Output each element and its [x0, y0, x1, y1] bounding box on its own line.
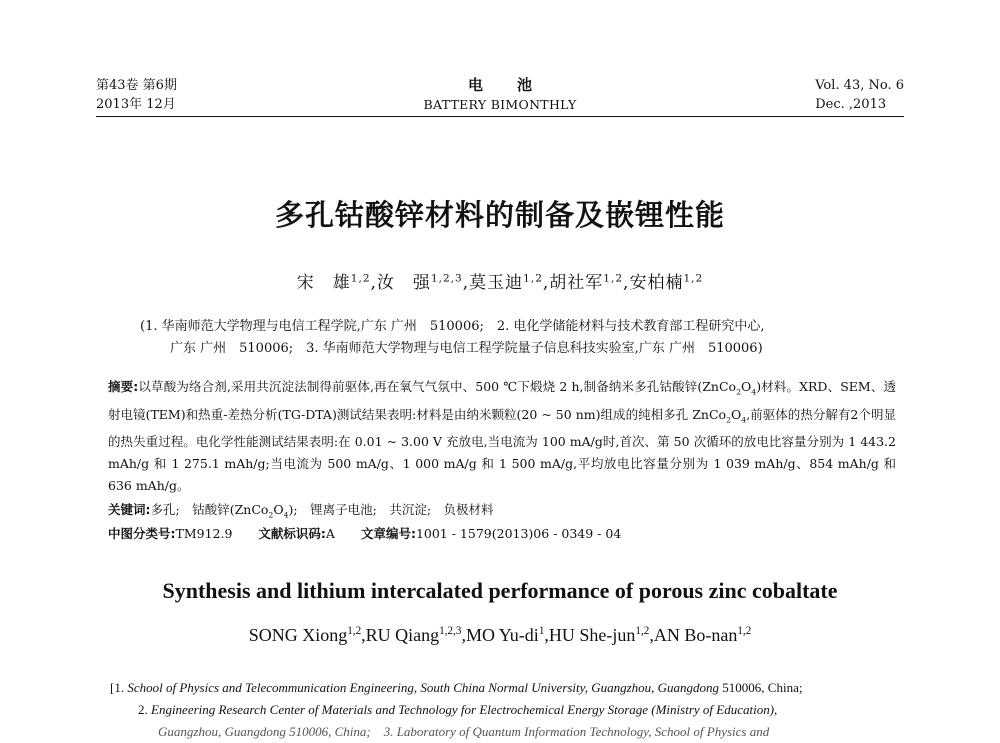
author-en: MO $Yu-di^1$ [465, 625, 545, 645]
keywords-cn: 关键词:多孔; 钴酸锌$(ZnCo_2O_4)$; 锂离子电池; 共沉淀; 负极材料 [108, 502, 494, 520]
authors-cn: 宋 雄$^{1,2}$,汝 强$^{1,2,3}$,莫玉迪$^{1,2}$,胡社军$^{1,2}$,安柏楠$^{1,2}$ [296, 272, 704, 293]
doc-code-value: A [325, 526, 335, 541]
author-cn: 宋 雄$^{1,2}$ [296, 272, 371, 293]
journal-header [96, 76, 904, 117]
date-en: Dec. ,2013 [815, 97, 887, 112]
author-en: RU Qiang$^{1,2,3}$ [365, 625, 462, 645]
affiliations-cn [140, 316, 900, 360]
author-cn: 胡社军$^{1,2}$ [549, 272, 624, 293]
journal-name [96, 76, 904, 114]
abstract-label: 摘要: [108, 379, 139, 394]
clc-label: 中图分类号: [108, 526, 176, 541]
volume-info-en [815, 76, 904, 114]
author-en: AN Bo-nan$^{1,2}$ [653, 625, 752, 645]
vol-no: Vol. 43, No. 6 [815, 78, 904, 93]
affiliation-line-en: [1. School of Physics and Telecommunication Engineering, South China Normal University, Guangzhou, Guangdong 510006, China; [110, 680, 803, 695]
author-cn: 莫玉迪$^{1,2}$ [469, 272, 543, 293]
paper-title-cn: 多孔钴酸锌材料的制备及嵌锂性能 [274, 198, 725, 232]
affiliation-line-en: Guangzhou, Guangdong 510006, China; 3. Laboratory of Quantum Information Technology, School of Physics and [158, 724, 770, 739]
classification-line [108, 523, 896, 545]
abstract-cn: 摘要:以草酸为络合剂,采用共沉淀法制得前驱体,再在氧气气氛中、500 ℃下煅烧 2 h,制备纳米多孔钴酸锌$(ZnCo_2O_4)$材料。XRD、SEM、透射电镜(TEM)和热重-差热分析(TG-DTA)测试结果表明:材料是由纳米颗粒(20 ~ 50 nm)组成的纯相多孔 $ZnCo_2O_4$,前驱体的热分解有2个明显的热失重过程。电化学性能测试结果表明:在 0.01 ~ 3.00 V 充放电,当电流为 100 mA/g时,首次、第 50 次循环的放电比容量分别为 1 443.2 mAh/g 和 1 275.1 mAh/g;当电流为 500 mA/g、1 000 mA/g 和 1 500 mA/g,平均放电比容量分别为 1 039 mAh/g、854 mAh/g 和 636 mAh/g。 [108, 379, 896, 493]
year-month: 2013年 12月 [96, 97, 176, 112]
affiliation-line-en: 2. Engineering Research Center of Materials and Technology for Electrochemical Energy Storage (Ministry of Education), [138, 702, 778, 717]
journal-name-en: BATTERY BIMONTHLY [423, 97, 577, 112]
keywords-label: 关键词: [108, 502, 151, 517]
clc-value: TM912.9 [175, 526, 233, 541]
doc-code-label: 文献标识码: [258, 526, 326, 541]
article-no-label: 文章编号: [360, 526, 416, 541]
article-no-value: 1001 - 1579(2013)06 - 0349 - 04 [415, 526, 622, 541]
journal-name-cn: 电池 [467, 76, 566, 94]
volume-issue: 第43卷 第6期 [96, 78, 177, 93]
author-cn: 汝 强$^{1,2,3}$ [376, 272, 463, 293]
affiliation-line: 广东 广州 510006; 3. 华南师范大学物理与电信工程学院量子信息科技实验室,广东 广州 510006) [170, 341, 763, 356]
affiliations-en [110, 677, 900, 743]
paper-title-en: Synthesis and lithium intercalated performance of porous zinc cobaltate [162, 578, 838, 603]
author-cn: 安柏楠$^{1,2}$ [629, 272, 704, 293]
author-en: SONG Xiong$^{1,2}$ [248, 625, 362, 645]
affiliation-line: (1. 华南师范大学物理与电信工程学院,广东 广州 510006; 2. 电化学储能材料与技术教育部工程研究中心, [140, 319, 765, 334]
author-en: HU She-jun$^{1,2}$ [548, 625, 650, 645]
authors-en: SONG Xiong$^{1,2}$,RU Qiang$^{1,2,3}$,MO $Yu-di^1,HU$ She-jun$^{1,2}$,AN Bo-nan$^{1,2}$ [248, 625, 752, 645]
